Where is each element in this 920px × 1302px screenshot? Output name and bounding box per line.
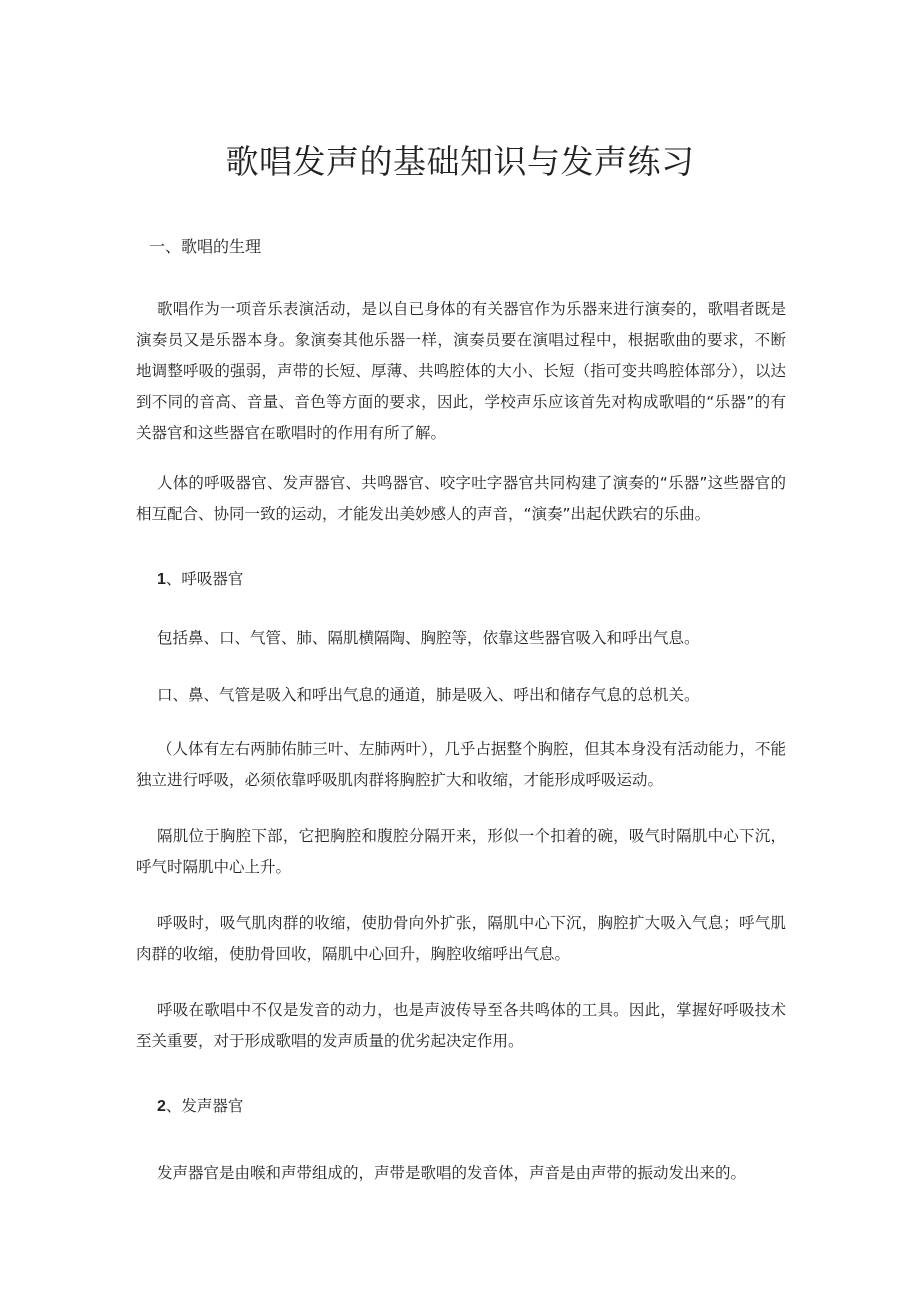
subheading-number: 2 bbox=[157, 1098, 166, 1115]
subheading-label: 、发声器官 bbox=[165, 1097, 244, 1115]
subheading-label: 、呼吸器官 bbox=[165, 570, 244, 588]
paragraph-diaphragm: 隔肌位于胸腔下部，它把胸腔和腹腔分隔开来，形似一个扣着的碗，吸气时隔肌中心下沉，呼气时隔肌中心上升。 bbox=[136, 827, 786, 876]
document-title: 歌唱发声的基础知识与发声练习 bbox=[225, 142, 695, 181]
paragraph-vocal-cords: 发声器官是由喉和声带组成的，声带是歌唱的发音体，声音是由声带的振动发出来的。 bbox=[157, 1164, 747, 1182]
paragraph-instrument: 人体的呼吸器官、发声器官、共鸣器官、咬字吐字器官共同构建了演奏的“乐器”这些器官的相互配合、协同一致的运动，才能发出美妙感人的声音，“演奏”出起伏跌宕的乐曲。 bbox=[136, 474, 786, 523]
paragraph-breathing-importance: 呼吸在歌唱中不仅是发音的动力，也是声波传导至各共鸣体的工具。因此，掌握好呼吸技术至关重要，对于形成歌唱的发声质量的优劣起决定作用。 bbox=[136, 1001, 786, 1050]
section-heading-physiology: 一、歌唱的生理 bbox=[149, 237, 262, 256]
paragraph-intro: 歌唱作为一项音乐表演活动，是以自已身体的有关器官作为乐器来进行演奏的，歌唱者既是演奏员又是乐器本身。象演奏其他乐器一样，演奏员要在演唱过程中，根据歌曲的要求，不断地调整呼吸的强弱，声带的长短、厚薄、共鸣腔体的大小、长短（指可变共鸣腔体部分），以达到不同的音高、音量、音色等方面的要求，因此，学校声乐应该首先对构成歌唱的“乐器”的有关器官和这些器官在歌唱时的作用有所了解。 bbox=[136, 300, 786, 442]
subheading-vocal-organs bbox=[157, 1093, 243, 1120]
paragraph-breathing-muscles: 呼吸时，吸气肌肉群的收缩，使肋骨向外扩张，隔肌中心下沉，胸腔扩大吸入气息；呼气肌肉群的收缩，使肋骨回收，隔肌中心回升，胸腔收缩呼出气息。 bbox=[136, 914, 786, 963]
subheading-number: 1 bbox=[157, 571, 166, 588]
subheading-respiratory-organs bbox=[157, 566, 243, 593]
paragraph-respiratory-parts: 包括鼻、口、气管、肺、隔肌横隔陶、胸腔等，依靠这些器官吸入和呼出气息。 bbox=[157, 629, 700, 647]
paragraph-airway: 口、鼻、气管是吸入和呼出气息的通道，肺是吸入、呼出和储存气息的总机关。 bbox=[157, 686, 700, 704]
paragraph-lungs: （人体有左右两肺佑肺三叶、左肺两叶），几乎占据整个胸腔，但其本身没有活动能力，不能独立进行呼吸，必须依靠呼吸肌肉群将胸腔扩大和收缩，才能形成呼吸运动。 bbox=[136, 740, 786, 789]
